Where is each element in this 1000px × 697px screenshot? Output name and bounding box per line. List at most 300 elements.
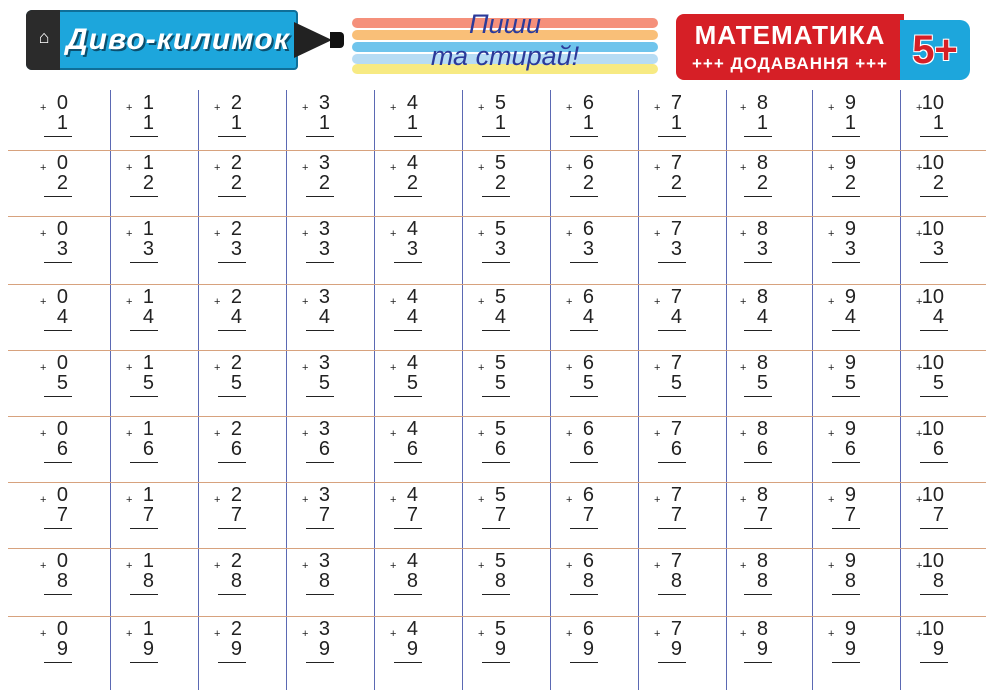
addition-problem[interactable]: [390, 352, 450, 410]
addition-problem[interactable]: [40, 218, 100, 276]
addition-problem[interactable]: [654, 152, 714, 210]
addition-problem[interactable]: [566, 286, 626, 344]
second-addend: 3: [318, 238, 330, 260]
addition-problem[interactable]: [566, 352, 626, 410]
addition-problem[interactable]: [302, 218, 362, 276]
second-addend: 8: [142, 570, 154, 592]
addition-problem[interactable]: [302, 152, 362, 210]
first-addend: 8: [756, 218, 768, 240]
first-addend: 5: [494, 218, 506, 240]
addition-problem[interactable]: [302, 418, 362, 476]
addition-problem[interactable]: [916, 618, 976, 676]
first-addend: 3: [318, 92, 330, 114]
addition-problem[interactable]: [478, 352, 538, 410]
addition-problem[interactable]: [654, 92, 714, 150]
addition-problem[interactable]: [40, 352, 100, 410]
addition-problem[interactable]: [126, 92, 186, 150]
addition-problem[interactable]: [654, 286, 714, 344]
second-addend: 2: [844, 172, 856, 194]
second-addend: 9: [582, 638, 594, 660]
first-addend: 10: [921, 92, 944, 114]
second-addend: 2: [56, 172, 68, 194]
plus-sign: +: [40, 228, 47, 240]
plus-sign: +: [214, 162, 221, 174]
addition-problem[interactable]: [654, 352, 714, 410]
second-addend: 2: [670, 172, 682, 194]
addition-problem[interactable]: [478, 286, 538, 344]
answer-line: [306, 196, 334, 197]
addition-problem[interactable]: [566, 550, 626, 608]
answer-line: [832, 594, 860, 595]
plus-sign: +: [390, 560, 397, 572]
answer-line: [832, 196, 860, 197]
plus-sign: +: [302, 560, 309, 572]
answer-line: [44, 462, 72, 463]
answer-line: [482, 136, 510, 137]
addition-problem[interactable]: [916, 484, 976, 542]
addition-problem[interactable]: [478, 618, 538, 676]
addition-problem[interactable]: [916, 550, 976, 608]
first-addend: 3: [318, 352, 330, 374]
second-addend: 8: [230, 570, 242, 592]
answer-line: [920, 262, 948, 263]
plus-sign: +: [40, 428, 47, 440]
addition-problem[interactable]: [40, 418, 100, 476]
plus-sign: +: [566, 296, 573, 308]
addition-problem[interactable]: [740, 152, 800, 210]
answer-line: [130, 196, 158, 197]
addition-problem[interactable]: [478, 152, 538, 210]
first-addend: 9: [844, 286, 856, 308]
plus-sign: +: [40, 102, 47, 114]
addition-problem[interactable]: [916, 286, 976, 344]
first-addend: 7: [670, 550, 682, 572]
second-addend: 9: [494, 638, 506, 660]
first-addend: 6: [582, 352, 594, 374]
second-addend: 8: [56, 570, 68, 592]
answer-line: [482, 196, 510, 197]
plus-sign: +: [126, 296, 133, 308]
first-addend: 8: [756, 618, 768, 640]
second-addend: 3: [406, 238, 418, 260]
plus-sign: +: [654, 560, 661, 572]
addition-problem[interactable]: [740, 618, 800, 676]
plus-sign: +: [40, 162, 47, 174]
first-addend: 7: [670, 218, 682, 240]
second-addend: 9: [844, 638, 856, 660]
answer-line: [832, 662, 860, 663]
addition-problem[interactable]: [828, 92, 888, 150]
first-addend: 4: [406, 218, 418, 240]
answer-line: [570, 528, 598, 529]
second-addend: 8: [582, 570, 594, 592]
first-addend: 0: [56, 286, 68, 308]
answer-line: [482, 462, 510, 463]
plus-sign: +: [126, 102, 133, 114]
answer-line: [832, 462, 860, 463]
addition-problem[interactable]: [40, 484, 100, 542]
second-addend: 6: [406, 438, 418, 460]
answer-line: [570, 396, 598, 397]
second-addend: 8: [756, 570, 768, 592]
first-addend: 1: [142, 352, 154, 374]
addition-problem[interactable]: [214, 92, 274, 150]
addition-problem[interactable]: [390, 484, 450, 542]
second-addend: 1: [318, 112, 330, 134]
plus-sign: +: [654, 494, 661, 506]
addition-problem[interactable]: [828, 550, 888, 608]
addition-problem[interactable]: [390, 550, 450, 608]
addition-problem[interactable]: [126, 352, 186, 410]
answer-line: [832, 396, 860, 397]
plus-sign: +: [214, 428, 221, 440]
first-addend: 7: [670, 618, 682, 640]
addition-problem[interactable]: [916, 352, 976, 410]
first-addend: 0: [56, 218, 68, 240]
second-addend: 4: [406, 306, 418, 328]
first-addend: 1: [142, 218, 154, 240]
plus-sign: +: [916, 494, 923, 506]
second-addend: 6: [318, 438, 330, 460]
brand-name: Диво-килимок: [66, 23, 290, 56]
addition-problem[interactable]: [390, 152, 450, 210]
second-addend: 2: [494, 172, 506, 194]
plus-sign: +: [126, 428, 133, 440]
topic-title: +++ ДОДАВАННЯ +++: [692, 54, 888, 73]
second-addend: 2: [582, 172, 594, 194]
answer-line: [920, 462, 948, 463]
second-addend: 7: [670, 504, 682, 526]
addition-problem[interactable]: [916, 218, 976, 276]
addition-problem[interactable]: [566, 484, 626, 542]
addition-problem[interactable]: [654, 618, 714, 676]
answer-line: [744, 196, 772, 197]
first-addend: 5: [494, 92, 506, 114]
second-addend: 8: [318, 570, 330, 592]
addition-problem[interactable]: [302, 92, 362, 150]
answer-line: [306, 396, 334, 397]
second-addend: 6: [494, 438, 506, 460]
addition-problem[interactable]: [916, 152, 976, 210]
addition-problem[interactable]: [740, 218, 800, 276]
addition-problem[interactable]: [566, 92, 626, 150]
addition-problem[interactable]: [740, 550, 800, 608]
addition-problem[interactable]: [126, 550, 186, 608]
addition-problem[interactable]: [40, 286, 100, 344]
first-addend: 10: [921, 484, 944, 506]
plus-sign: +: [916, 362, 923, 374]
plus-sign: +: [740, 628, 747, 640]
addition-problem[interactable]: [302, 550, 362, 608]
plus-sign: +: [126, 228, 133, 240]
answer-line: [394, 662, 422, 663]
first-addend: 9: [844, 218, 856, 240]
first-addend: 3: [318, 286, 330, 308]
addition-problem[interactable]: [740, 484, 800, 542]
addition-problem[interactable]: [214, 484, 274, 542]
column-divider: [462, 90, 463, 690]
first-addend: 0: [56, 484, 68, 506]
plus-sign: +: [566, 560, 573, 572]
addition-problem[interactable]: [302, 286, 362, 344]
first-addend: 5: [494, 618, 506, 640]
answer-line: [394, 136, 422, 137]
second-addend: 8: [932, 570, 944, 592]
addition-problem[interactable]: [478, 550, 538, 608]
second-addend: 8: [494, 570, 506, 592]
first-addend: 7: [670, 418, 682, 440]
addition-problem[interactable]: [740, 92, 800, 150]
second-addend: 3: [56, 238, 68, 260]
first-addend: 2: [230, 92, 242, 114]
answer-line: [658, 662, 686, 663]
plus-sign: +: [654, 362, 661, 374]
answer-line: [218, 396, 246, 397]
addition-problem[interactable]: [390, 92, 450, 150]
answer-line: [44, 196, 72, 197]
addition-problem[interactable]: [302, 352, 362, 410]
answer-line: [130, 662, 158, 663]
first-addend: 3: [318, 618, 330, 640]
second-addend: 5: [932, 372, 944, 394]
addition-problem[interactable]: [214, 352, 274, 410]
answer-line: [44, 396, 72, 397]
second-addend: 7: [56, 504, 68, 526]
answer-line: [744, 462, 772, 463]
first-addend: 1: [142, 418, 154, 440]
plus-sign: +: [214, 296, 221, 308]
plus-sign: +: [478, 162, 485, 174]
row-divider: [8, 284, 986, 285]
first-addend: 5: [494, 286, 506, 308]
row-divider: [8, 548, 986, 549]
addition-problem[interactable]: [214, 286, 274, 344]
answer-line: [570, 594, 598, 595]
plus-sign: +: [390, 296, 397, 308]
column-divider: [374, 90, 375, 690]
plus-sign: +: [566, 494, 573, 506]
answer-line: [920, 594, 948, 595]
plus-sign: +: [916, 296, 923, 308]
first-addend: 10: [921, 550, 944, 572]
addition-problem[interactable]: [566, 418, 626, 476]
first-addend: 4: [406, 550, 418, 572]
second-addend: 1: [494, 112, 506, 134]
first-addend: 5: [494, 152, 506, 174]
answer-line: [570, 662, 598, 663]
answer-line: [306, 462, 334, 463]
answer-line: [130, 330, 158, 331]
answer-line: [44, 136, 72, 137]
plus-sign: +: [302, 494, 309, 506]
plus-sign: +: [828, 228, 835, 240]
addition-problem[interactable]: [478, 418, 538, 476]
addition-problem[interactable]: [566, 218, 626, 276]
first-addend: 5: [494, 418, 506, 440]
answer-line: [394, 528, 422, 529]
addition-problem[interactable]: [654, 218, 714, 276]
first-addend: 2: [230, 286, 242, 308]
plus-sign: +: [916, 228, 923, 240]
addition-problem[interactable]: [478, 92, 538, 150]
second-addend: 9: [56, 638, 68, 660]
answer-line: [658, 396, 686, 397]
addition-problem[interactable]: [828, 352, 888, 410]
second-addend: 1: [756, 112, 768, 134]
first-addend: 9: [844, 550, 856, 572]
addition-problem[interactable]: [40, 618, 100, 676]
second-addend: 1: [844, 112, 856, 134]
addition-problem[interactable]: [828, 152, 888, 210]
first-addend: 4: [406, 286, 418, 308]
answer-line: [920, 662, 948, 663]
first-addend: 9: [844, 92, 856, 114]
answer-line: [44, 262, 72, 263]
plus-sign: +: [654, 428, 661, 440]
second-addend: 4: [142, 306, 154, 328]
second-addend: 9: [318, 638, 330, 660]
addition-problem[interactable]: [214, 418, 274, 476]
addition-problem[interactable]: [214, 152, 274, 210]
first-addend: 3: [318, 550, 330, 572]
answer-line: [218, 330, 246, 331]
first-addend: 4: [406, 352, 418, 374]
second-addend: 5: [844, 372, 856, 394]
first-addend: 10: [921, 418, 944, 440]
answer-line: [920, 196, 948, 197]
first-addend: 0: [56, 618, 68, 640]
addition-problem[interactable]: [828, 418, 888, 476]
addition-problem[interactable]: [828, 286, 888, 344]
first-addend: 8: [756, 286, 768, 308]
plus-sign: +: [654, 228, 661, 240]
addition-problem[interactable]: [302, 618, 362, 676]
plus-sign: +: [478, 628, 485, 640]
answer-line: [744, 330, 772, 331]
first-addend: 2: [230, 618, 242, 640]
column-divider: [812, 90, 813, 690]
addition-problem[interactable]: [740, 352, 800, 410]
first-addend: 1: [142, 152, 154, 174]
plus-sign: +: [126, 162, 133, 174]
plus-sign: +: [478, 228, 485, 240]
plus-sign: +: [478, 560, 485, 572]
second-addend: 6: [844, 438, 856, 460]
addition-problem[interactable]: [390, 286, 450, 344]
addition-problem[interactable]: [126, 152, 186, 210]
second-addend: 7: [932, 504, 944, 526]
second-addend: 5: [56, 372, 68, 394]
addition-problem[interactable]: [654, 550, 714, 608]
addition-problem[interactable]: [566, 618, 626, 676]
addition-problem[interactable]: [390, 618, 450, 676]
column-divider: [900, 90, 901, 690]
addition-problem[interactable]: [390, 218, 450, 276]
answer-line: [394, 462, 422, 463]
answer-line: [306, 662, 334, 663]
addition-problem[interactable]: [126, 286, 186, 344]
addition-problem[interactable]: [214, 618, 274, 676]
addition-problem[interactable]: [740, 286, 800, 344]
answer-line: [832, 528, 860, 529]
plus-sign: +: [214, 228, 221, 240]
addition-problem[interactable]: [828, 218, 888, 276]
addition-problem[interactable]: [654, 484, 714, 542]
plus-sign: +: [302, 228, 309, 240]
addition-problem[interactable]: [566, 152, 626, 210]
addition-problem[interactable]: [126, 618, 186, 676]
addition-problem[interactable]: [40, 152, 100, 210]
addition-problem[interactable]: [126, 218, 186, 276]
addition-problem[interactable]: [828, 618, 888, 676]
second-addend: 2: [142, 172, 154, 194]
plus-sign: +: [126, 362, 133, 374]
plus-sign: +: [828, 560, 835, 572]
second-addend: 6: [756, 438, 768, 460]
addition-problem[interactable]: [916, 92, 976, 150]
addition-problem[interactable]: [740, 418, 800, 476]
plus-sign: +: [740, 228, 747, 240]
second-addend: 7: [844, 504, 856, 526]
first-addend: 4: [406, 92, 418, 114]
second-addend: 5: [142, 372, 154, 394]
answer-line: [306, 262, 334, 263]
second-addend: 7: [582, 504, 594, 526]
addition-problem[interactable]: [40, 92, 100, 150]
addition-problem[interactable]: [126, 484, 186, 542]
first-addend: 6: [582, 152, 594, 174]
first-addend: 5: [494, 550, 506, 572]
plus-sign: +: [126, 560, 133, 572]
addition-problem[interactable]: [654, 418, 714, 476]
addition-problem[interactable]: [40, 550, 100, 608]
first-addend: 6: [582, 484, 594, 506]
row-divider: [8, 216, 986, 217]
first-addend: 0: [56, 550, 68, 572]
addition-problem[interactable]: [478, 484, 538, 542]
answer-line: [130, 136, 158, 137]
first-addend: 9: [844, 618, 856, 640]
answer-line: [570, 330, 598, 331]
second-addend: 4: [56, 306, 68, 328]
first-addend: 10: [921, 286, 944, 308]
addition-problem[interactable]: [828, 484, 888, 542]
plus-sign: +: [740, 494, 747, 506]
plus-sign: +: [478, 102, 485, 114]
plus-sign: +: [566, 628, 573, 640]
first-addend: 0: [56, 418, 68, 440]
addition-problem[interactable]: [302, 484, 362, 542]
answer-line: [482, 662, 510, 663]
addition-problem[interactable]: [126, 418, 186, 476]
addition-problem[interactable]: [214, 550, 274, 608]
second-addend: 3: [230, 238, 242, 260]
addition-problem[interactable]: [478, 218, 538, 276]
second-addend: 5: [318, 372, 330, 394]
addition-problem[interactable]: [214, 218, 274, 276]
addition-problem[interactable]: [390, 418, 450, 476]
first-addend: 3: [318, 418, 330, 440]
first-addend: 5: [494, 352, 506, 374]
first-addend: 10: [921, 218, 944, 240]
plus-sign: +: [40, 560, 47, 572]
second-addend: 4: [582, 306, 594, 328]
addition-problem[interactable]: [916, 418, 976, 476]
answer-line: [658, 330, 686, 331]
answer-line: [44, 594, 72, 595]
second-addend: 1: [56, 112, 68, 134]
second-addend: 4: [230, 306, 242, 328]
